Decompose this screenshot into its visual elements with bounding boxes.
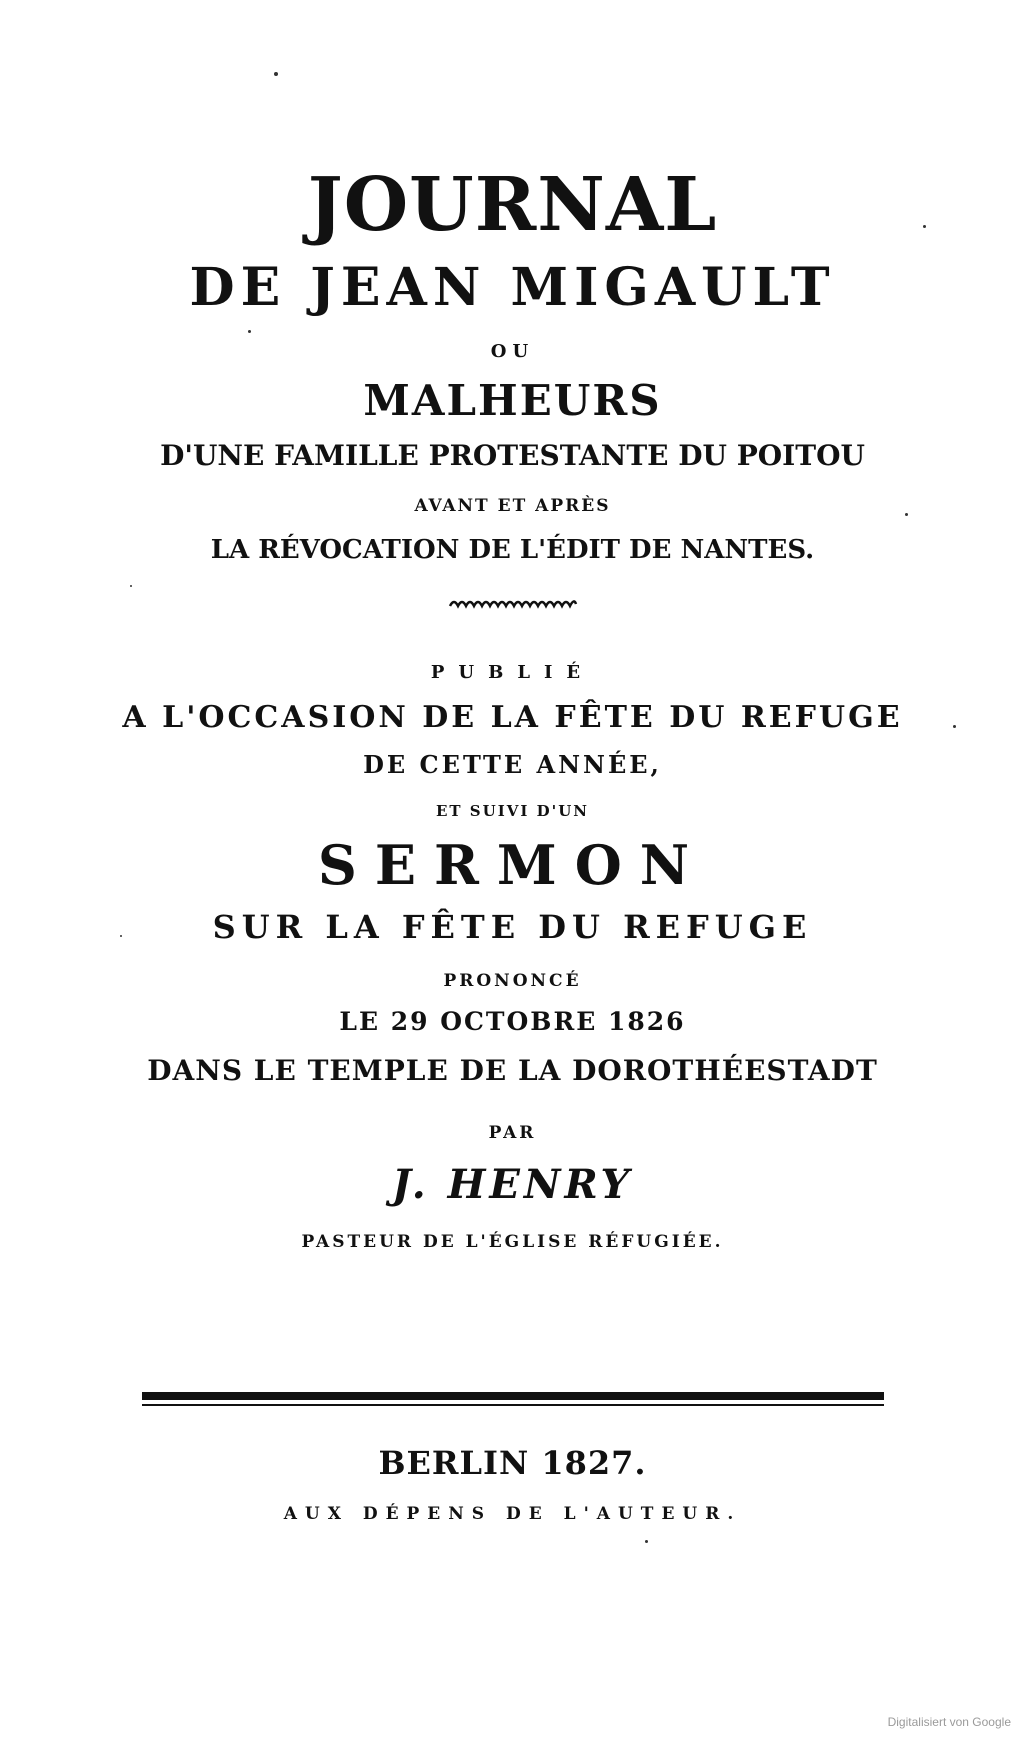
thin-rule	[142, 1404, 884, 1406]
subtitle-revocation: LA RÉVOCATION DE L'ÉDIT DE NANTES.	[210, 535, 815, 565]
subtitle-suivi: ET SUIVI D'UN	[435, 802, 590, 820]
title-malheurs: MALHEURS	[363, 376, 662, 425]
subtitle-famille: D'UNE FAMILLE PROTESTANTE DU POITOU	[160, 439, 865, 472]
subtitle-par: PAR	[488, 1123, 537, 1143]
imprint-expense: AUX DÉPENS DE L'AUTEUR.	[283, 1504, 742, 1524]
conjunction-ou: OU	[490, 341, 535, 362]
title-sermon: SERMON	[317, 833, 708, 897]
author-role: PASTEUR DE L'ÉGLISE RÉFUGIÉE.	[301, 1232, 724, 1252]
scan-speck	[248, 330, 251, 333]
scan-speck	[274, 72, 278, 76]
subtitle-prononce: PRONONCÉ	[443, 971, 582, 991]
title-name: DE JEAN MIGAULT	[189, 257, 836, 318]
subtitle-cette-annee: DE CETTE ANNÉE,	[363, 750, 662, 779]
author-name: J. HENRY	[391, 1161, 634, 1208]
title-journal: JOURNAL	[307, 162, 718, 248]
wavy-divider-ornament	[0, 596, 1025, 610]
subtitle-avant-apres: AVANT ET APRÈS	[414, 496, 611, 516]
imprint-place-year: BERLIN 1827.	[378, 1444, 647, 1482]
subtitle-date: LE 29 OCTOBRE 1826	[339, 1007, 686, 1036]
subtitle-sur-fete: SUR LA FÊTE DU REFUGE	[212, 908, 813, 946]
scan-speck	[130, 585, 132, 587]
scan-speck	[645, 1540, 648, 1543]
digitization-watermark: Digitalisiert von Google	[887, 1715, 1011, 1729]
subtitle-occasion: A L'OCCASION DE LA FÊTE DU REFUGE	[122, 700, 903, 735]
thick-rule	[142, 1392, 884, 1400]
subtitle-publie: PUBLIÉ	[430, 662, 595, 683]
subtitle-temple: DANS LE TEMPLE DE LA DOROTHÉESTADT	[147, 1054, 878, 1087]
